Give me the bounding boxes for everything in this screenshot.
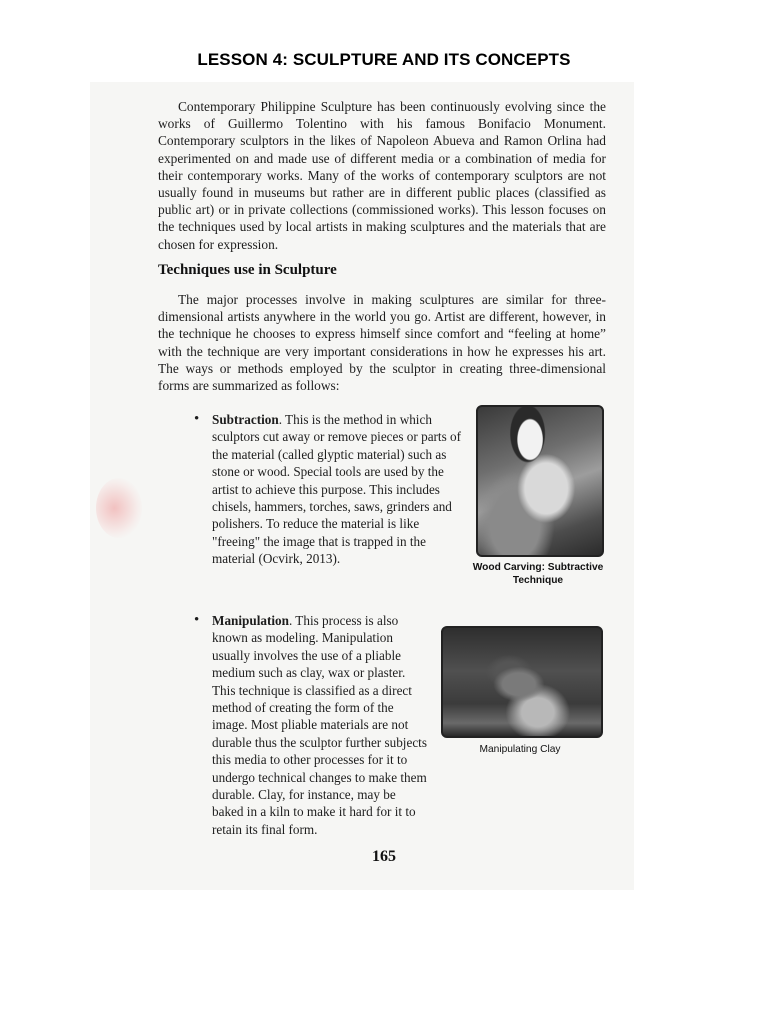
intro-text: Contemporary Philippine Sculpture has been continuously evolving since the works of Guillermo Tolentino with his famous Bonifacio Monument. Contemporary sculptors in the likes of Napoleon Abueva and Ramon Orlina had experimented on and made use of different media or a combination of media for their contemporary works. Many of the works of contemporary sculptors are not usually found in museums but rather are in different public places (classified as public art) or in private collections (commissioned works). This lesson focuses on the techniques used by local artists in making sculptures and the materials that are chosen for expression.: [158, 99, 606, 252]
lesson-title: LESSON 4: SCULPTURE AND ITS CONCEPTS: [197, 50, 571, 69]
bullet-manipulation: •: [194, 612, 200, 628]
manipulating-clay-caption: Manipulating Clay: [479, 744, 561, 755]
intro-paragraph: [158, 98, 606, 253]
manipulating-clay-photo: [441, 626, 603, 738]
manipulation-text: . This process is also known as modeling. Manipulation usually involves the use of a pliable medium such as clay, wax or plaster. This technique is classified as a direct method of creating the form of the image. Most pliable materials are not durable thus the sculptor further subjects this media to other processes for it to undergo technical changes to make them durable. Clay, for instance, may be baked in a kiln to make it hard for it to retain its final form.: [212, 613, 427, 837]
manipulation-description: [212, 612, 428, 838]
techniques-paragraph: [158, 291, 606, 394]
bullet-subtraction: •: [194, 411, 200, 427]
page-number: 165: [372, 848, 396, 865]
techniques-text: The major processes involve in making sculptures are similar for three-dimensional artists anywhere in the world you go. Artist are different, however, in the technique he chooses to express himself since comfort and “feeling at home” with the technique are very important considerations in how he expresses his art. The ways or methods employed by the sculptor in creating three-dimensional forms are summarized as follows:: [158, 292, 606, 394]
subtraction-term: Subtraction: [212, 412, 279, 427]
section-heading: Techniques use in Sculpture: [158, 262, 337, 278]
manipulation-term: Manipulation: [212, 613, 289, 628]
subtraction-text: . This is the method in which sculptors cut away or remove pieces or parts of the material (called glyptic material) such as stone or wood. Special tools are used by the artist to achieve this purpose. This includes chisels, hammers, torches, saws, grinders and polishers. To reduce the material is like "freeing" the image that is trapped in the material (Ocvirk, 2013).: [212, 412, 462, 567]
subtraction-description: [212, 411, 462, 568]
wood-carving-photo: [476, 405, 604, 557]
wood-carving-caption: Wood Carving: Subtractive Technique: [472, 562, 604, 586]
page-smudge: [96, 478, 142, 538]
